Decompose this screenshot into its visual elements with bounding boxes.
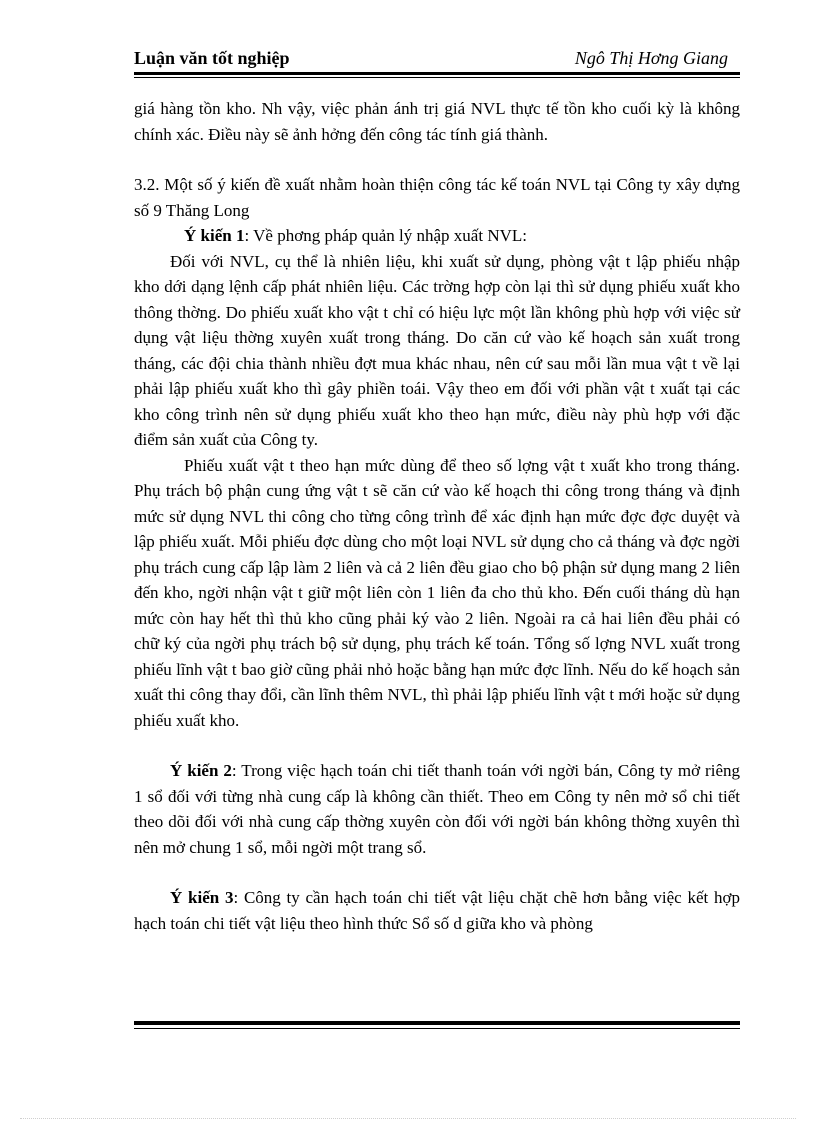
- paragraph-spacer: [134, 860, 740, 885]
- opinion-3-label: Ý kiến 3: [170, 888, 234, 907]
- author-name: Ngô Thị Hơng Giang: [574, 48, 728, 68]
- document-title: Luận văn tốt nghiệp: [134, 48, 290, 68]
- header-divider-thick: [134, 72, 740, 75]
- footer-divider-thick: [134, 1021, 740, 1025]
- paragraph-spacer: [134, 733, 740, 758]
- opinion-3-text: : Công ty cần hạch toán chi tiết vật liệu chặt chẽ hơn bằng việc kết hợp hạch toán chi tiết vật liệu theo hình thức Sổ số d giữa kho và phòng: [134, 888, 740, 933]
- page-header: [134, 44, 740, 74]
- opinion-1-label: Ý kiến 1: [184, 226, 245, 245]
- page-body: [134, 96, 740, 936]
- opinion-2-text: : Trong việc hạch toán chi tiết thanh toán với ngời bán, Công ty mở riêng 1 sổ đối với từng nhà cung cấp là không cần thiết. Theo em Công ty nên mở sổ chi tiết theo dõi đối với nhà cung cấp thờng xuyên còn đối với ngời bán không thờng xuyên thì nên mở chung 1 sổ, mỗi ngời một trang sổ.: [134, 761, 740, 857]
- paragraph-spacer: [134, 147, 740, 172]
- section-heading: 3.2. Một số ý kiến đề xuất nhằm hoàn thiện công tác kế toán NVL tại Công ty xây dựng số 9 Thăng Long: [134, 175, 740, 220]
- opinion-1: [134, 223, 740, 249]
- paragraph-quota-slip: Phiếu xuất vật t theo hạn mức dùng để theo số lợng vật t xuất kho trong tháng. Phụ trách bộ phận cung ứng vật t sẽ căn cứ vào kế hoạch thi công trong tháng và định mức sử dụng NVL thi công cho từng công trình để xác định hạn mức đợc đợc duyệt và lập phiếu xuất. Mỗi phiếu đợc dùng cho một loại NVL sử dụng cho cả tháng và đợc ngời phụ trách cung cấp lập làm 2 liên và cả 2 liên đều giao cho bộ phận sử dụng mang 2 liên đến kho, ngời nhận vật t giữ một liên còn 1 liên đa cho thủ kho. Đến cuối tháng dù hạn mức còn hay hết thì thủ kho cũng phải ký vào 2 liên. Ngoài ra cả hai liên đều phải có chữ ký của ngời phụ trách bộ sử dụng, phụ trách kế toán. Tổng số lợng NVL xuất trong phiếu lĩnh vật t bao giờ cũng phải nhỏ hoặc bằng hạn mức đợc lĩnh. Nếu do kế hoạch sản xuất thi công thay đổi, cần lĩnh thêm NVL, thì phải lập phiếu lĩnh vật t mới hoặc sử dụng phiếu xuất kho.: [134, 455, 741, 730]
- opinion-2: [134, 758, 740, 860]
- header-divider-thin: [134, 77, 740, 78]
- opinion-2-label: Ý kiến 2: [170, 761, 232, 780]
- page-edge-dotted-line: [20, 1118, 796, 1119]
- paragraph-inventory-valuation: giá hàng tồn kho. Nh vậy, việc phản ánh trị giá NVL thực tế tồn kho cuối kỳ là không chính xác. Điều này sẽ ảnh hởng đến công tác tính giá thành.: [134, 99, 740, 144]
- paragraph-fuel-issue: Đối với NVL, cụ thể là nhiên liệu, khi xuất sử dụng, phòng vật t lập phiếu nhập kho dới dạng lệnh cấp phát nhiên liệu. Các trờng hợp còn lại thì sử dụng phiếu xuất kho thông thờng. Do phiếu xuất kho vật t chỉ có hiệu lực một lần không phù hợp với việc sử dụng vật liệu thờng xuyên xuất trong tháng. Do căn cứ vào kế hoạch sản xuất trong tháng, các đội chia thành nhiều đợt mua khác nhau, nên cứ sau mỗi lần mua vật t về lại phải lập phiếu xuất kho thì gây phiền toái. Vậy theo em đối với phần vật t xuất tại các kho công trình nên sử dụng phiếu xuất kho theo hạn mức, điều này phù hợp với đặc điểm sản xuất của Công ty.: [134, 251, 740, 449]
- opinion-1-text: : Về phơng pháp quản lý nhập xuất NVL:: [244, 226, 527, 245]
- footer-divider-thin: [134, 1028, 740, 1029]
- opinion-3: [134, 885, 740, 936]
